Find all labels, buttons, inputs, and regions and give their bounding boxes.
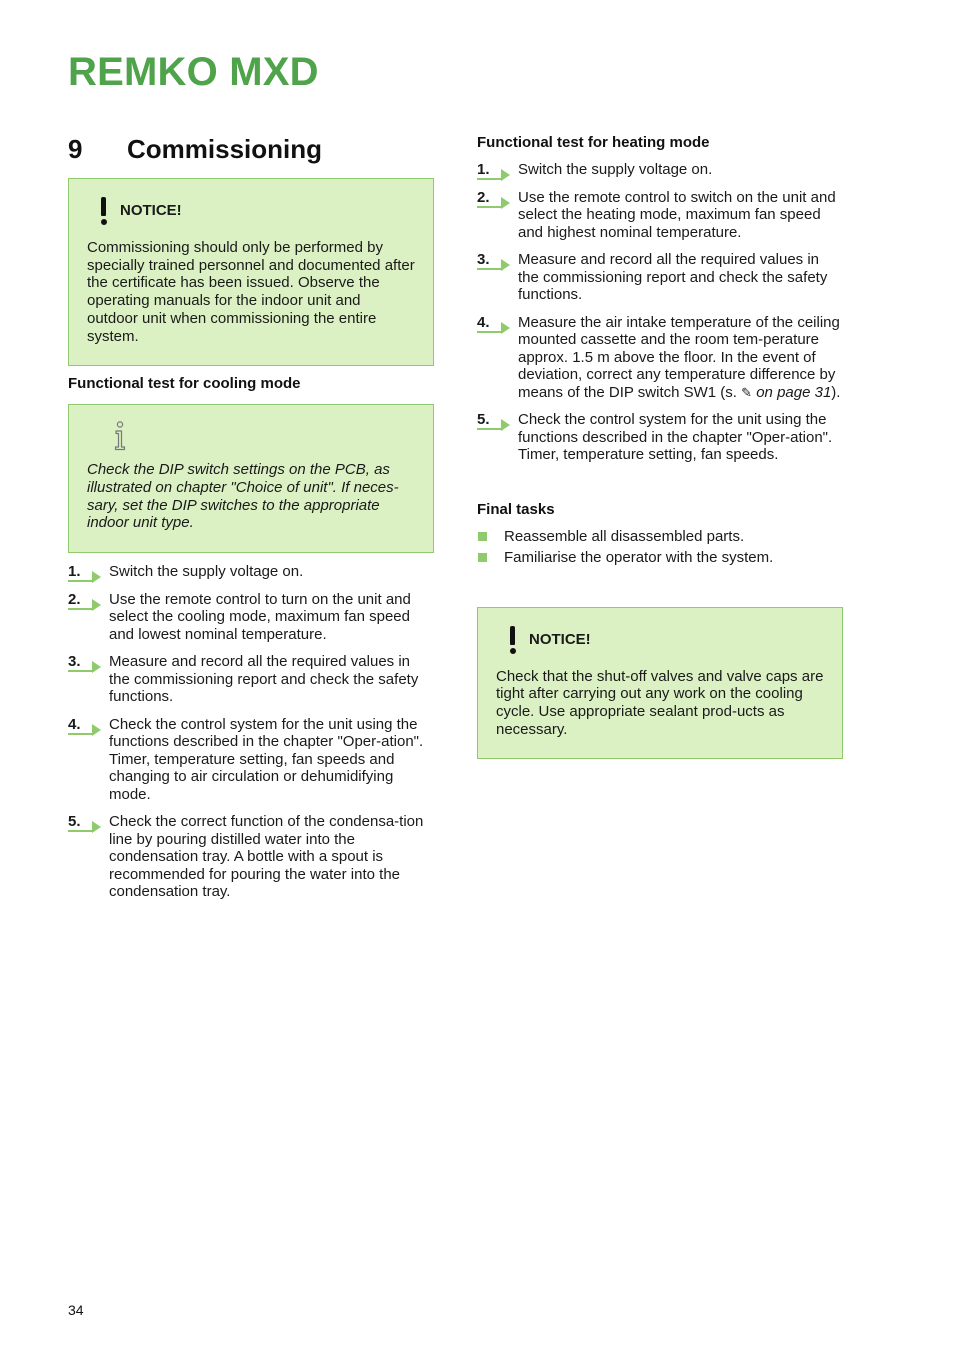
step-text: Measure and record all the required values in the commissioning report and check the safety functions. — [109, 653, 419, 706]
step-text: Measure the air intake temperature of the ceiling mounted cassette and the room tem-perature approx. 1.5 m above the floor. In the event of deviation, correct any temperature difference by means of the DIP switch SW1 (s. ✎ on page 31). — [518, 313, 841, 401]
step-text: Check the correct function of the condensa-tion line by pouring distilled water into the condensation tray. A bottle with a spout is recommended for pouring the water into the condensation tray. — [109, 813, 424, 901]
notice-title: NOTICE! — [529, 630, 591, 648]
section-title: Commissioning — [127, 134, 323, 164]
step-text: Switch the supply voltage on. — [518, 161, 713, 178]
info-text: Check the DIP switch settings on the PCB, as illustrated on chapter "Choice of unit". If neces-sary, set the DIP switches to the appropriate indoor unit type. — [87, 461, 399, 532]
right-column — [477, 134, 843, 759]
section-heading — [68, 132, 434, 166]
notice-header — [496, 626, 824, 654]
step-arrow-icon: 3. — [477, 251, 511, 271]
list-item — [477, 528, 843, 546]
square-bullet-icon — [478, 532, 487, 541]
brand-title: REMKO MXD — [68, 50, 319, 94]
step-text: Check the control system for the unit using the functions described in the chapter "Oper-ation". Timer, temperature setting, fan speeds and changing to air circulation or dehumidifying mode. — [109, 715, 424, 803]
notice-header — [87, 197, 415, 225]
step-text: Measure and record all the required values in the commissioning report and check the safety functions. — [518, 251, 828, 303]
step-arrow-icon: 1. — [477, 161, 511, 181]
notice-box-bottom — [477, 607, 843, 760]
list-item — [68, 653, 434, 706]
step-arrow-icon: 2. — [68, 591, 102, 611]
heating-heading: Functional test for heating mode — [477, 134, 710, 151]
step-arrow-icon: 1. — [68, 563, 102, 583]
list-item — [68, 716, 434, 804]
list-item — [477, 189, 843, 242]
step-arrow-icon: 4. — [477, 314, 511, 334]
list-item — [477, 549, 843, 567]
page-reference-link[interactable]: on page 31 — [752, 383, 832, 401]
exclamation-icon — [508, 626, 517, 654]
page-number: 34 — [68, 1302, 84, 1318]
exclamation-icon — [99, 197, 108, 225]
notice-title: NOTICE! — [120, 202, 182, 220]
left-column — [68, 132, 434, 901]
step-text: Use the remote control to switch on the unit and select the heating mode, maximum fan speed and highest nominal temperature. — [518, 188, 836, 241]
heating-steps — [477, 161, 843, 464]
step-arrow-icon: 2. — [477, 189, 511, 209]
notice-box-top — [68, 178, 434, 366]
info-box — [68, 404, 434, 553]
final-tasks-heading: Final tasks — [477, 500, 555, 518]
cooling-steps — [68, 563, 434, 901]
list-item — [477, 251, 843, 304]
bullet-text: Reassemble all disassembled parts. — [504, 527, 745, 545]
step-text: Check the control system for the unit using the functions described in the chapter "Oper-ation". Timer, temperature setting, fan speeds. — [518, 411, 833, 463]
page-reference-icon: ✎ — [741, 384, 753, 400]
step-arrow-icon: 4. — [68, 716, 102, 736]
list-item — [477, 314, 843, 402]
notice-text: Check that the shut-off valves and valve caps are tight after carrying out any work on the cooling cycle. Use appropriate sealant prod-ucts as necessary. — [496, 667, 824, 738]
section-number: 9 — [68, 134, 83, 164]
step-text: Use the remote control to turn on the unit and select the cooling mode, maximum fan speed and lowest nominal temperature. — [109, 590, 411, 643]
list-item — [68, 563, 434, 581]
step-arrow-icon: 5. — [68, 813, 102, 833]
info-icon — [111, 421, 129, 451]
final-tasks-list — [477, 528, 843, 567]
list-item — [68, 591, 434, 644]
list-item — [68, 813, 434, 901]
step-arrow-icon: 5. — [477, 411, 511, 431]
notice-text: Commissioning should only be performed by specially trained personnel and documented after the certificate has been issued. Observe the operating manuals for the indoor unit and outdoor unit when commissioning the entire system. — [87, 239, 415, 345]
square-bullet-icon — [478, 553, 487, 562]
step-text: Switch the supply voltage on. — [109, 563, 304, 581]
list-item — [477, 161, 843, 179]
bullet-text: Familiarise the operator with the system. — [504, 549, 774, 566]
cooling-heading: Functional test for cooling mode — [68, 375, 301, 393]
list-item — [477, 411, 843, 464]
step-arrow-icon: 3. — [68, 653, 102, 673]
